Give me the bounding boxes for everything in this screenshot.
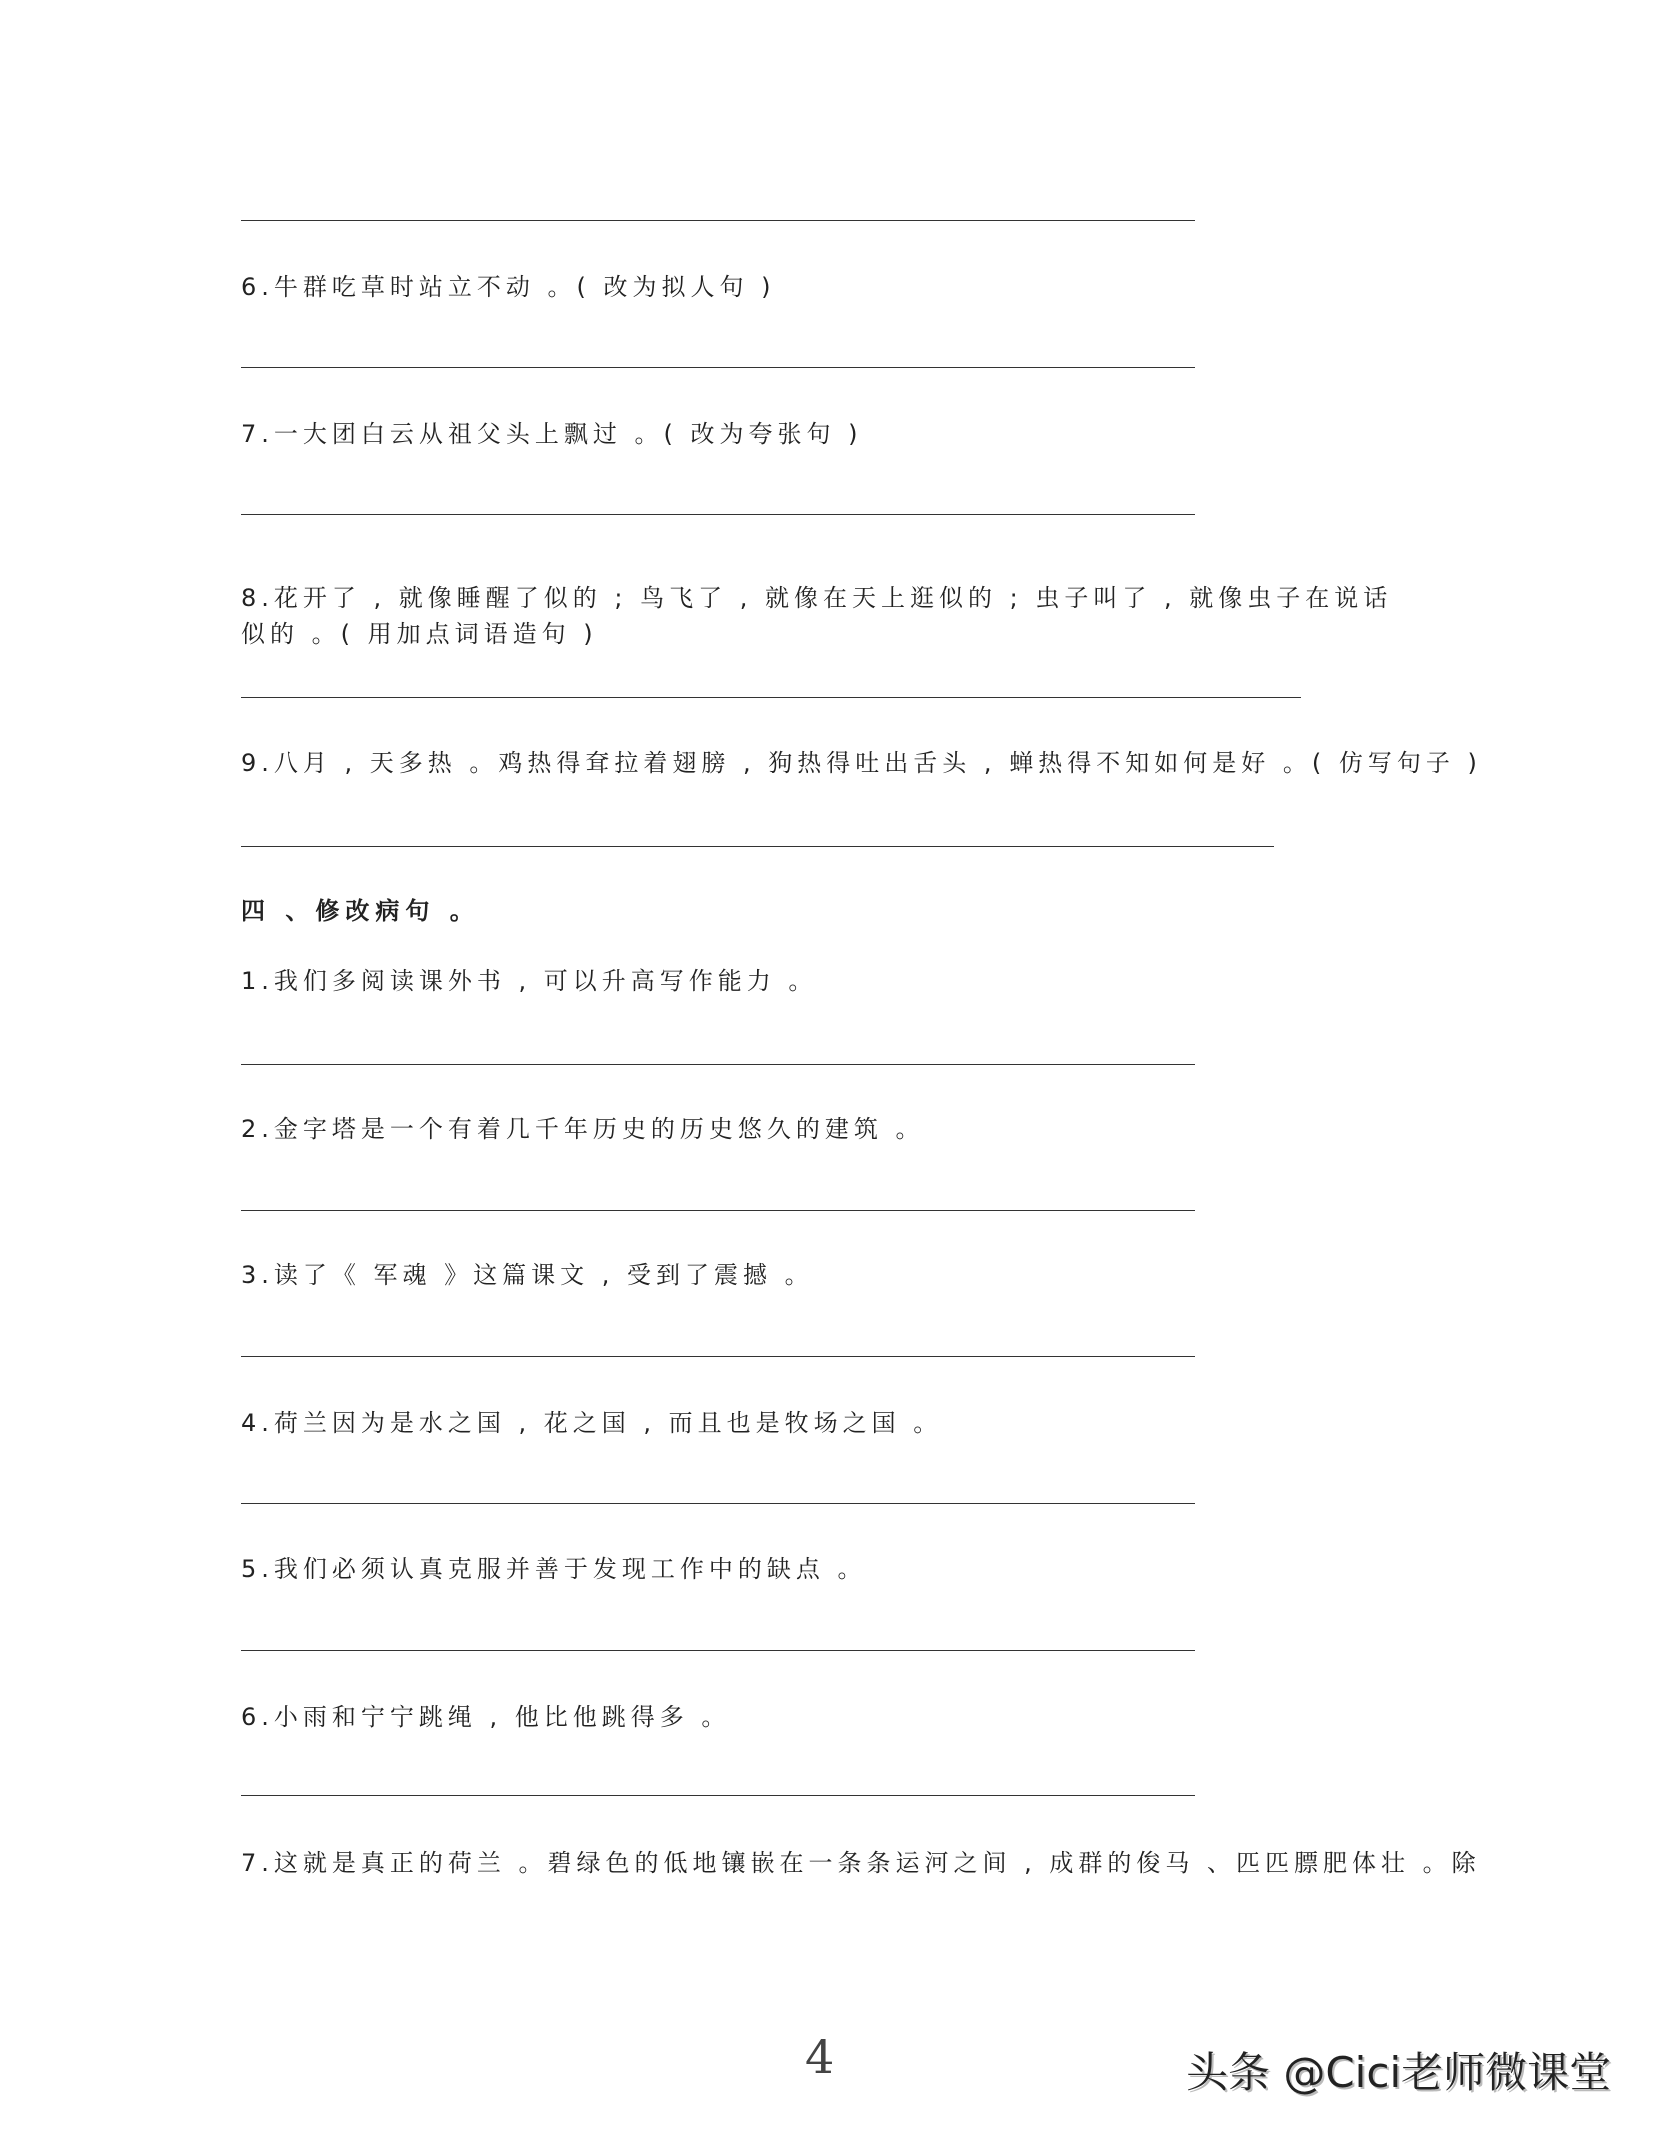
question-3-8 <box>241 580 1411 652</box>
question-text: 花开了 , 就像睡醒了似的 ; 鸟飞了 , 就像在天上逛似的 ; 虫子叫了 , 就像虫子在说话似的 。( 用加点词语造句 ) <box>241 584 1393 648</box>
question-number: 2. <box>241 1115 274 1143</box>
answer-line[interactable] <box>241 697 1301 698</box>
question-4-1 <box>241 963 817 999</box>
answer-line[interactable] <box>241 846 1274 847</box>
question-3-6 <box>241 269 776 305</box>
question-number: 9. <box>241 749 274 777</box>
question-number: 4. <box>241 1409 274 1437</box>
question-text: 八月 , 天多热 。鸡热得耷拉着翅膀 , 狗热得吐出舌头 , 蝉热得不知如何是好 。( 仿写句子 ) <box>273 749 1482 777</box>
question-text: 金字塔是一个有着几千年历史的历史悠久的建筑 。 <box>273 1115 925 1143</box>
question-number: 6. <box>241 273 274 301</box>
question-text: 我们必须认真克服并善于发现工作中的缺点 。 <box>273 1555 867 1583</box>
question-3-9 <box>241 745 1482 781</box>
question-number: 7. <box>241 420 274 448</box>
question-4-4 <box>241 1405 942 1441</box>
answer-line[interactable] <box>241 367 1195 368</box>
answer-line[interactable] <box>241 1356 1195 1357</box>
answer-line[interactable] <box>241 1064 1195 1065</box>
question-text: 荷兰因为是水之国 , 花之国 , 而且也是牧场之国 。 <box>273 1409 943 1437</box>
question-4-7 <box>241 1845 1481 1881</box>
question-4-3 <box>241 1257 814 1293</box>
question-text: 读了《 军魂 》这篇课文 , 受到了震撼 。 <box>273 1261 814 1289</box>
question-4-5 <box>241 1551 867 1587</box>
question-text: 我们多阅读课外书 , 可以升高写作能力 。 <box>273 967 818 995</box>
answer-line[interactable] <box>241 220 1195 221</box>
question-number: 3. <box>241 1261 274 1289</box>
question-text: 这就是真正的荷兰 。碧绿色的低地镶嵌在一条条运河之间 , 成群的俊马 、匹匹膘肥体壮 。除 <box>273 1849 1481 1877</box>
section-heading: 四 、修改病句 。 <box>241 897 480 925</box>
answer-line[interactable] <box>241 514 1195 515</box>
question-4-6 <box>241 1699 730 1735</box>
question-text: 小雨和宁宁跳绳 , 他比他跳得多 。 <box>273 1703 731 1731</box>
question-number: 5. <box>241 1555 274 1583</box>
question-number: 8. <box>241 584 274 612</box>
answer-line[interactable] <box>241 1650 1195 1651</box>
question-number: 6. <box>241 1703 274 1731</box>
question-number: 1. <box>241 967 274 995</box>
answer-line[interactable] <box>241 1503 1195 1504</box>
question-text: 牛群吃草时站立不动 。( 改为拟人句 ) <box>273 273 776 301</box>
question-text: 一大团白云从祖父头上飘过 。( 改为夸张句 ) <box>273 420 863 448</box>
page-number: 4 <box>805 2030 835 2084</box>
question-number: 7. <box>241 1849 274 1877</box>
watermark: 头条 @Cici老师微课堂 <box>1186 2048 1612 2097</box>
question-4-2 <box>241 1111 925 1147</box>
answer-line[interactable] <box>241 1795 1195 1796</box>
question-3-7 <box>241 416 863 452</box>
answer-line[interactable] <box>241 1210 1195 1211</box>
